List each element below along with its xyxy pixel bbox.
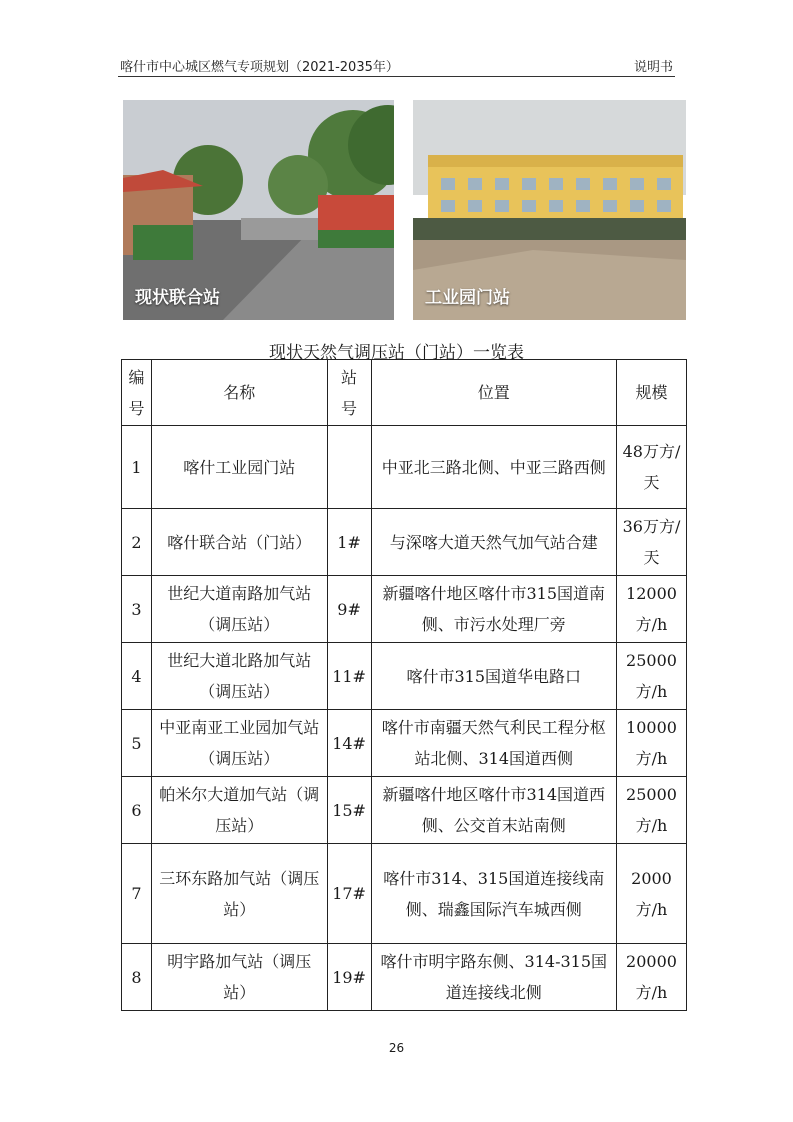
cell-name: 喀什工业园门站 xyxy=(151,426,327,509)
photo-caption: 现状联合站 xyxy=(135,288,220,308)
table-row xyxy=(122,643,687,710)
table-row xyxy=(122,576,687,643)
cell-station-no: 11# xyxy=(327,643,371,710)
gas-station-table xyxy=(121,359,687,1011)
cell-location: 喀什市314、315国道连接线南侧、瑞鑫国际汽车城西侧 xyxy=(371,844,616,944)
table-row xyxy=(122,777,687,844)
cell-station-no: 9# xyxy=(327,576,371,643)
cell-location: 新疆喀什地区喀什市314国道西侧、公交首末站南侧 xyxy=(371,777,616,844)
cell-scale: 25000方/h xyxy=(617,777,687,844)
cell-scale: 10000方/h xyxy=(617,710,687,777)
header-location: 位置 xyxy=(371,360,616,426)
table-title: 现状天然气调压站（门站）一览表 xyxy=(269,343,524,363)
cell-number: 6 xyxy=(122,777,152,844)
cell-station-no: 15# xyxy=(327,777,371,844)
document-title: 喀什市中心城区燃气专项规划（2021-2035年） xyxy=(120,60,399,75)
cell-name: 中亚南亚工业园加气站（调压站） xyxy=(151,710,327,777)
cell-scale: 2000方/h xyxy=(617,844,687,944)
cell-name: 世纪大道南路加气站（调压站） xyxy=(151,576,327,643)
cell-number: 8 xyxy=(122,944,152,1011)
cell-number: 7 xyxy=(122,844,152,944)
photo-industrial-gate-station xyxy=(413,100,686,320)
cell-location: 与深喀大道天然气加气站合建 xyxy=(371,509,616,576)
cell-scale: 20000方/h xyxy=(617,944,687,1011)
cell-number: 5 xyxy=(122,710,152,777)
cell-number: 4 xyxy=(122,643,152,710)
cell-location: 中亚北三路北侧、中亚三路西侧 xyxy=(371,426,616,509)
cell-name: 世纪大道北路加气站（调压站） xyxy=(151,643,327,710)
cell-number: 1 xyxy=(122,426,152,509)
cell-station-no xyxy=(327,426,371,509)
table-header-row xyxy=(122,360,687,426)
cell-scale: 48万方/天 xyxy=(617,426,687,509)
header-divider xyxy=(118,76,675,77)
photo-joint-station xyxy=(123,100,394,320)
cell-station-no: 19# xyxy=(327,944,371,1011)
table-row xyxy=(122,944,687,1011)
document-type: 说明书 xyxy=(633,60,673,75)
table-row xyxy=(122,426,687,509)
cell-scale: 36万方/天 xyxy=(617,509,687,576)
photo-caption: 工业园门站 xyxy=(425,288,510,308)
header-scale: 规模 xyxy=(617,360,687,426)
cell-location: 新疆喀什地区喀什市315国道南侧、市污水处理厂旁 xyxy=(371,576,616,643)
cell-name: 三环东路加气站（调压站） xyxy=(151,844,327,944)
cell-station-no: 17# xyxy=(327,844,371,944)
cell-number: 2 xyxy=(122,509,152,576)
cell-scale: 12000方/h xyxy=(617,576,687,643)
cell-station-no: 1# xyxy=(327,509,371,576)
table-row xyxy=(122,710,687,777)
cell-scale: 25000方/h xyxy=(617,643,687,710)
cell-station-no: 14# xyxy=(327,710,371,777)
cell-number: 3 xyxy=(122,576,152,643)
cell-name: 喀什联合站（门站） xyxy=(151,509,327,576)
cell-location: 喀什市南疆天然气利民工程分枢站北侧、314国道西侧 xyxy=(371,710,616,777)
header-number: 编号 xyxy=(122,360,152,426)
cell-name: 帕米尔大道加气站（调压站） xyxy=(151,777,327,844)
cell-location: 喀什市明宇路东侧、314-315国道连接线北侧 xyxy=(371,944,616,1011)
header-station-no: 站号 xyxy=(327,360,371,426)
cell-name: 明宇路加气站（调压站） xyxy=(151,944,327,1011)
table-row xyxy=(122,844,687,944)
page-number: 26 xyxy=(388,1041,405,1055)
table-row xyxy=(122,509,687,576)
header-name: 名称 xyxy=(151,360,327,426)
cell-location: 喀什市315国道华电路口 xyxy=(371,643,616,710)
